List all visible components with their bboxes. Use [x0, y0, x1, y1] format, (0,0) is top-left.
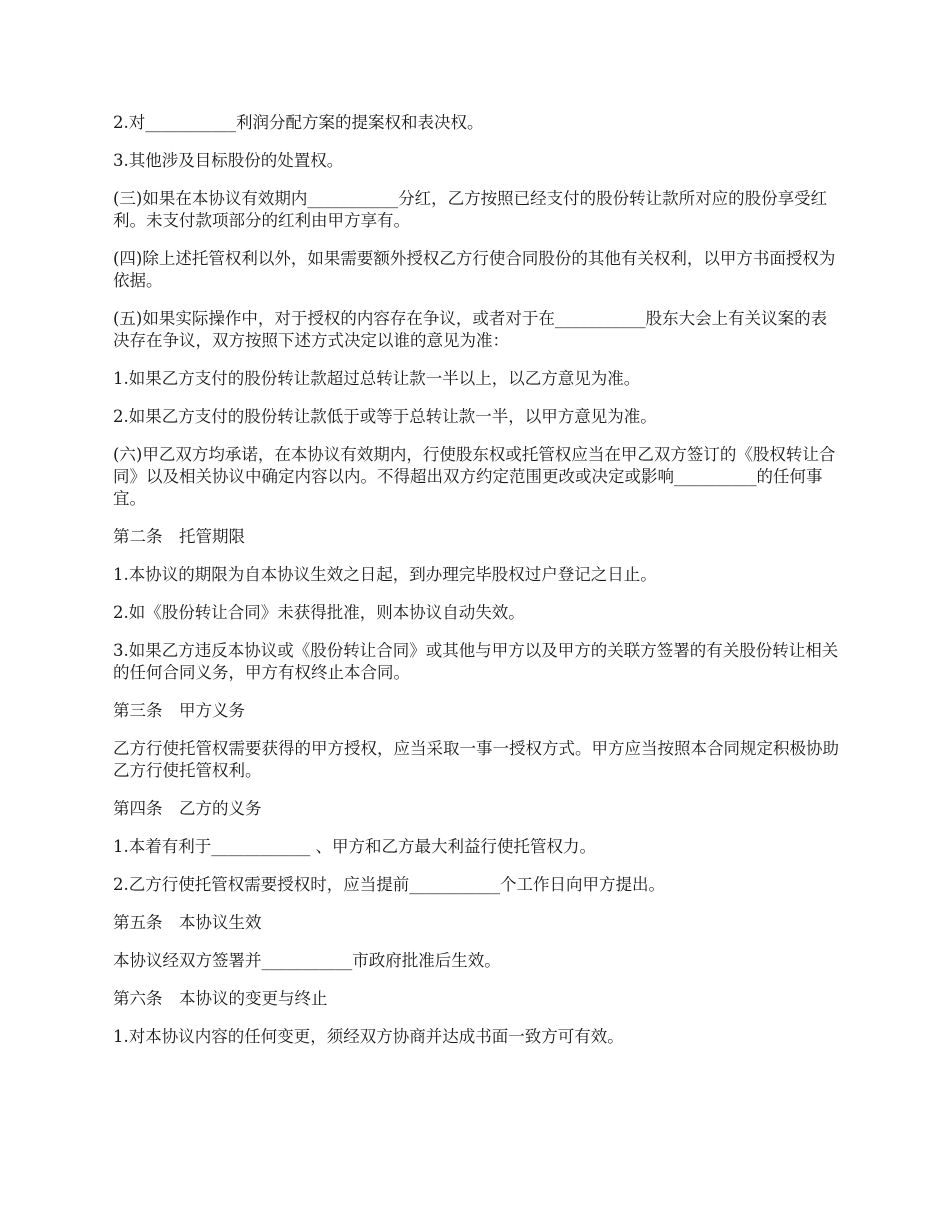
paragraph-dividend-clause: (三)如果在本协议有效期内___________分红，乙方按照已经支付的股份转让款所对应的股份享受红利。未支付款项部分的红利由甲方享有。	[113, 189, 828, 230]
paragraph-disposal-rights: 3.其他涉及目标股份的处置权。	[113, 151, 344, 170]
paragraph-effectiveness: 本协议经双方签署并___________市政府批准后生效。	[113, 951, 501, 970]
paragraph-party-a-opinion: 2.如果乙方支付的股份转让款低于或等于总转让款一半，以甲方意见为准。	[113, 407, 657, 426]
document-page	[113, 112, 843, 1064]
paragraph-party-b-opinion: 1.如果乙方支付的股份转让款超过总转让款一半以上，以乙方意见为准。	[113, 369, 641, 388]
heading-article-5: 第五条 本协议生效	[113, 913, 262, 932]
paragraph-party-a-obligations: 乙方行使托管权需要获得的甲方授权，应当采取一事一授权方式。甲方应当按照本合同规定积极协助乙方行使托管权利。	[113, 739, 839, 780]
paragraph-termination-right: 3.如果乙方违反本协议或《股份转让合同》或其他与甲方以及甲方的关联方签署的有关股份转让相关的任何合同义务，甲方有权终止本合同。	[113, 641, 839, 682]
paragraph-additional-authorization: (四)除上述托管权利以外，如果需要额外授权乙方行使合同股份的其他有关权利，以甲方书面授权为依据。	[113, 249, 836, 290]
heading-article-3: 第三条 甲方义务	[113, 701, 245, 720]
paragraph-advance-notice: 2.乙方行使托管权需要授权时，应当提前___________个工作日向甲方提出。	[113, 875, 665, 894]
heading-article-4: 第四条 乙方的义务	[113, 799, 262, 818]
paragraph-dispute-clause: (五)如果实际操作中，对于授权的内容存在争议，或者对于在___________股东大会上有关议案的表决存在争议，双方按照下述方式决定以谁的意见为准：	[113, 309, 828, 350]
paragraph-mutual-commitment: (六)甲乙双方均承诺，在本协议有效期内，行使股东权或托管权应当在甲乙双方签订的《股权转让合同》以及相关协议中确定内容以内。不得超出双方约定范围更改或决定或影响__________的任何事宜。	[113, 445, 836, 508]
paragraph-agreement-term: 1.本协议的期限为自本协议生效之日起，到办理完毕股权过户登记之日止。	[113, 565, 657, 584]
heading-article-2: 第二条 托管期限	[113, 527, 245, 546]
paragraph-shareholder-profit-rights: 2.对___________利润分配方案的提案权和表决权。	[113, 113, 484, 132]
paragraph-amendment: 1.对本协议内容的任何变更，须经双方协商并达成书面一致方可有效。	[113, 1027, 624, 1046]
heading-article-6: 第六条 本协议的变更与终止	[113, 989, 328, 1008]
paragraph-auto-invalidation: 2.如《股份转让合同》未获得批准，则本协议自动失效。	[113, 603, 525, 622]
paragraph-best-interest: 1.本着有利于____________ 、甲方和乙方最大利益行使托管权力。	[113, 837, 596, 856]
